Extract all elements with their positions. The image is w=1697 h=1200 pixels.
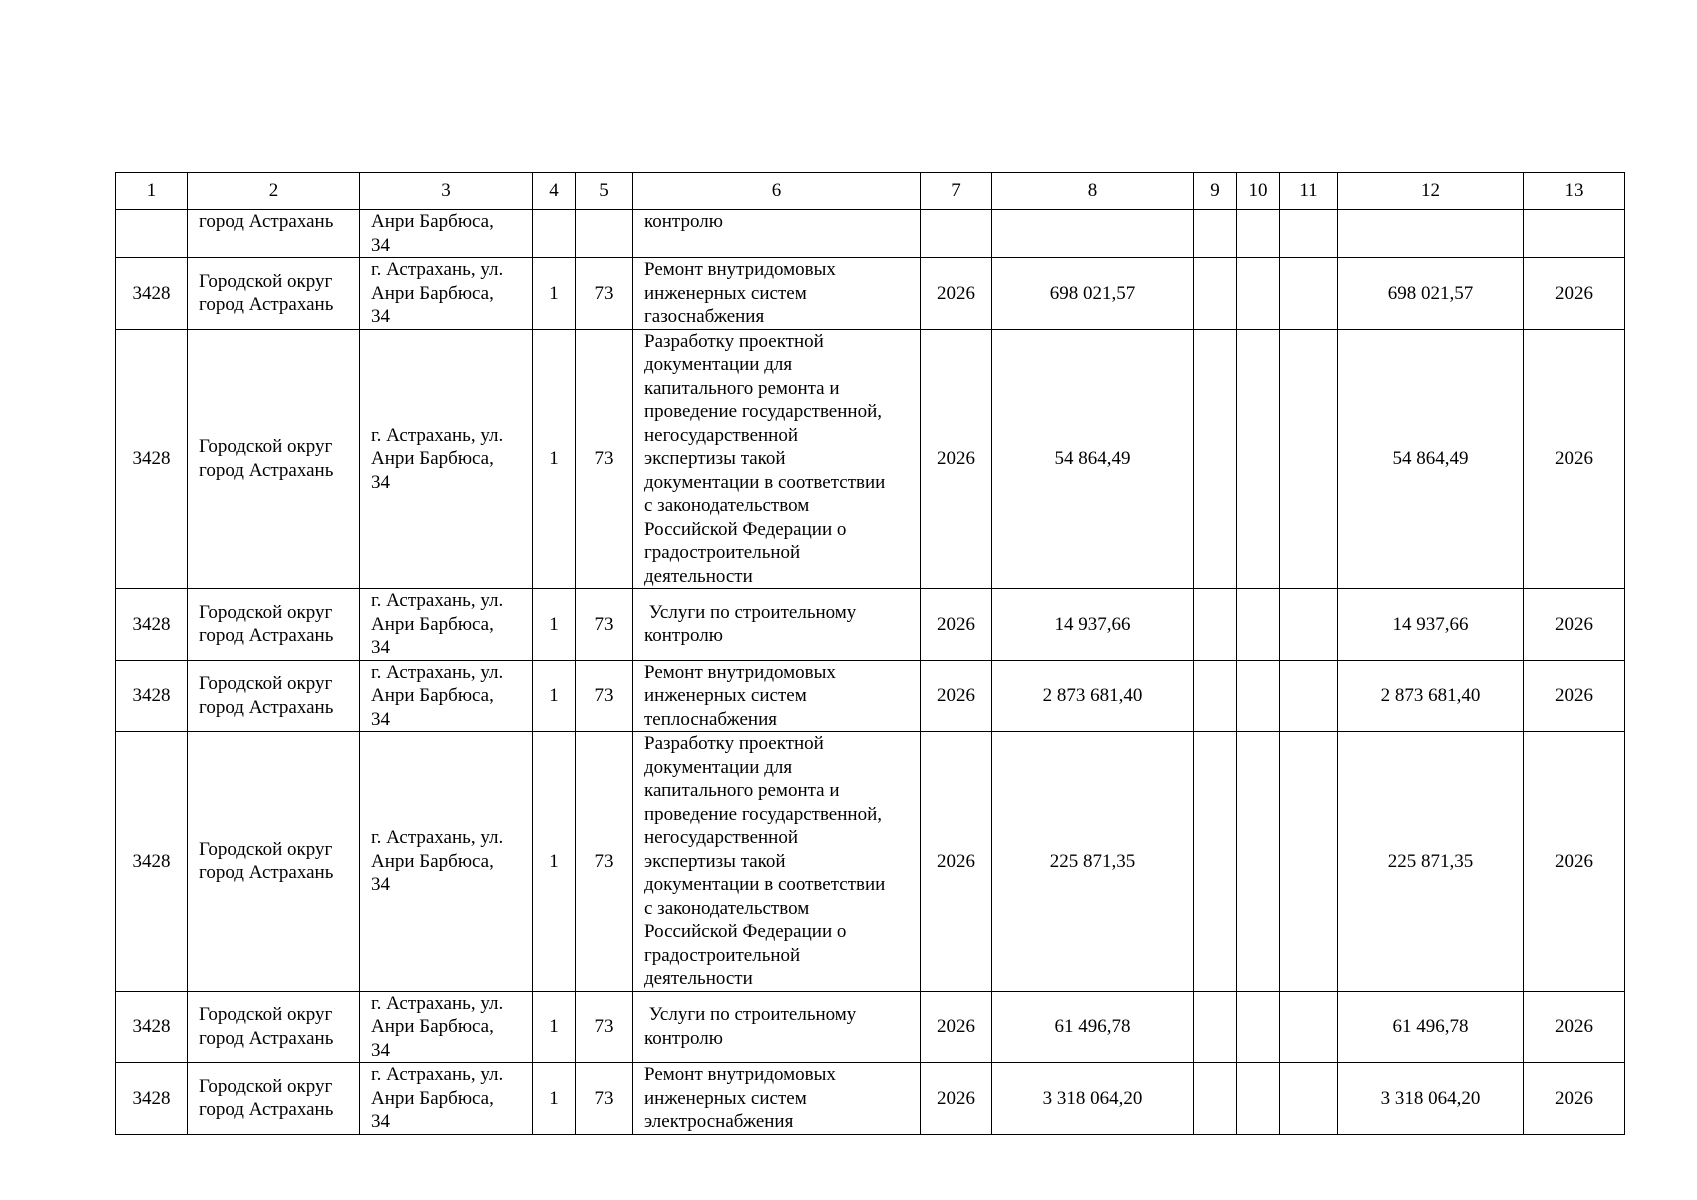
cell-col4: 1: [533, 732, 576, 992]
work-type-cell: Услуги по строительному контролю: [633, 589, 921, 661]
column-header: 9: [1194, 173, 1237, 210]
cell-col11: [1280, 732, 1338, 992]
cell-col5: 73: [576, 991, 633, 1063]
year-cell: 2026: [921, 660, 992, 732]
code-cell: 3428: [116, 589, 188, 661]
cost-cell: 61 496,78: [992, 991, 1194, 1063]
year-cell: 2026: [921, 258, 992, 330]
year-cell: 2026: [921, 329, 992, 589]
address-cell: г. Астрахань, ул. Анри Барбюса, 34: [360, 589, 533, 661]
column-header: 8: [992, 173, 1194, 210]
cell-col10: [1237, 210, 1280, 258]
municipality-cell: Городской округ город Астрахань: [188, 1063, 360, 1135]
cost-total-cell: 225 871,35: [1338, 732, 1524, 992]
column-header: 3: [360, 173, 533, 210]
year-cell: 2026: [921, 589, 992, 661]
table-row: [116, 732, 1625, 992]
work-type-cell: Разработку проектной документации для капитального ремонта и проведение государственной, негосударственной экспертизы такой документации в соответствии с законодательством Российской Федерации о градостроительной деятельности: [633, 732, 921, 992]
cell-col9: [1194, 258, 1237, 330]
cell-col10: [1237, 329, 1280, 589]
cost-cell: [992, 210, 1194, 258]
cell-col9: [1194, 1063, 1237, 1135]
column-header: 7: [921, 173, 992, 210]
table-row: [116, 1063, 1625, 1135]
table-row: [116, 660, 1625, 732]
year-end-cell: 2026: [1524, 732, 1625, 992]
year-end-cell: 2026: [1524, 660, 1625, 732]
municipality-cell: Городской округ город Астрахань: [188, 732, 360, 992]
cell-col5: 73: [576, 258, 633, 330]
address-cell: г. Астрахань, ул. Анри Барбюса, 34: [360, 1063, 533, 1135]
table-body: [116, 173, 1625, 1135]
code-cell: 3428: [116, 258, 188, 330]
cost-cell: 698 021,57: [992, 258, 1194, 330]
municipality-cell: Городской округ город Астрахань: [188, 660, 360, 732]
address-cell: г. Астрахань, ул. Анри Барбюса, 34: [360, 991, 533, 1063]
table-row-continuation: [116, 210, 1625, 258]
cell-col11: [1280, 589, 1338, 661]
column-header: 13: [1524, 173, 1625, 210]
cell-col10: [1237, 732, 1280, 992]
cell-col4: 1: [533, 589, 576, 661]
year-end-cell: 2026: [1524, 329, 1625, 589]
cell-col9: [1194, 589, 1237, 661]
work-type-cell: Ремонт внутридомовых инженерных систем теплоснабжения: [633, 660, 921, 732]
cost-total-cell: 3 318 064,20: [1338, 1063, 1524, 1135]
cell-col9: [1194, 329, 1237, 589]
cell-col10: [1237, 589, 1280, 661]
year-end-cell: 2026: [1524, 991, 1625, 1063]
cell-col10: [1237, 258, 1280, 330]
municipality-cell: Городской округ город Астрахань: [188, 258, 360, 330]
cost-total-cell: 2 873 681,40: [1338, 660, 1524, 732]
cell-col4: [533, 210, 576, 258]
cell-col4: 1: [533, 1063, 576, 1135]
data-table: [115, 172, 1625, 1135]
table-row: [116, 589, 1625, 661]
address-cell: г. Астрахань, ул. Анри Барбюса, 34: [360, 732, 533, 992]
cost-cell: 3 318 064,20: [992, 1063, 1194, 1135]
work-type-cell: Услуги по строительному контролю: [633, 991, 921, 1063]
cost-total-cell: 14 937,66: [1338, 589, 1524, 661]
cell-col11: [1280, 210, 1338, 258]
cell-col4: 1: [533, 660, 576, 732]
work-type-cell: Разработку проектной документации для капитального ремонта и проведение государственной, негосударственной экспертизы такой документации в соответствии с законодательством Российской Федерации о градостроительной деятельности: [633, 329, 921, 589]
cell-col11: [1280, 258, 1338, 330]
municipality-cell: Городской округ город Астрахань: [188, 589, 360, 661]
municipality-cell: Городской округ город Астрахань: [188, 991, 360, 1063]
code-cell: 3428: [116, 329, 188, 589]
cell-col11: [1280, 660, 1338, 732]
year-cell: 2026: [921, 991, 992, 1063]
cost-cell: 225 871,35: [992, 732, 1194, 992]
year-end-cell: [1524, 210, 1625, 258]
cell-col5: 73: [576, 1063, 633, 1135]
table-header-row: [116, 173, 1625, 210]
cell-col4: 1: [533, 991, 576, 1063]
municipality-cell: город Астрахань: [188, 210, 360, 258]
cell-col9: [1194, 732, 1237, 992]
column-header: 2: [188, 173, 360, 210]
year-cell: 2026: [921, 732, 992, 992]
address-cell: г. Астрахань, ул. Анри Барбюса, 34: [360, 258, 533, 330]
cost-cell: 54 864,49: [992, 329, 1194, 589]
code-cell: 3428: [116, 1063, 188, 1135]
cell-col11: [1280, 1063, 1338, 1135]
cell-col5: 73: [576, 660, 633, 732]
cost-total-cell: 61 496,78: [1338, 991, 1524, 1063]
year-end-cell: 2026: [1524, 258, 1625, 330]
cell-col5: 73: [576, 732, 633, 992]
cell-col9: [1194, 991, 1237, 1063]
address-cell: Анри Барбюса, 34: [360, 210, 533, 258]
cell-col11: [1280, 329, 1338, 589]
address-cell: г. Астрахань, ул. Анри Барбюса, 34: [360, 329, 533, 589]
table-row: [116, 258, 1625, 330]
column-header: 4: [533, 173, 576, 210]
municipality-cell: Городской округ город Астрахань: [188, 329, 360, 589]
cost-cell: 2 873 681,40: [992, 660, 1194, 732]
year-end-cell: 2026: [1524, 589, 1625, 661]
year-end-cell: 2026: [1524, 1063, 1625, 1135]
code-cell: 3428: [116, 991, 188, 1063]
cost-total-cell: 698 021,57: [1338, 258, 1524, 330]
cell-col10: [1237, 1063, 1280, 1135]
work-type-cell: контролю: [633, 210, 921, 258]
year-cell: [921, 210, 992, 258]
cell-col5: 73: [576, 329, 633, 589]
column-header: 12: [1338, 173, 1524, 210]
work-type-cell: Ремонт внутридомовых инженерных систем газоснабжения: [633, 258, 921, 330]
cost-cell: 14 937,66: [992, 589, 1194, 661]
cell-col5: [576, 210, 633, 258]
code-cell: 3428: [116, 732, 188, 992]
column-header: 11: [1280, 173, 1338, 210]
cell-col11: [1280, 991, 1338, 1063]
address-cell: г. Астрахань, ул. Анри Барбюса, 34: [360, 660, 533, 732]
row-number-cell: [116, 210, 188, 258]
work-type-cell: Ремонт внутридомовых инженерных систем электроснабжения: [633, 1063, 921, 1135]
cell-col4: 1: [533, 258, 576, 330]
cell-col10: [1237, 991, 1280, 1063]
cell-col4: 1: [533, 329, 576, 589]
cell-col9: [1194, 660, 1237, 732]
cost-total-cell: [1338, 210, 1524, 258]
cell-col5: 73: [576, 589, 633, 661]
table-row: [116, 991, 1625, 1063]
cell-col9: [1194, 210, 1237, 258]
code-cell: 3428: [116, 660, 188, 732]
column-header: 10: [1237, 173, 1280, 210]
column-header: 6: [633, 173, 921, 210]
column-header: 5: [576, 173, 633, 210]
cell-col10: [1237, 660, 1280, 732]
year-cell: 2026: [921, 1063, 992, 1135]
column-header: 1: [116, 173, 188, 210]
table-row: [116, 329, 1625, 589]
cost-total-cell: 54 864,49: [1338, 329, 1524, 589]
